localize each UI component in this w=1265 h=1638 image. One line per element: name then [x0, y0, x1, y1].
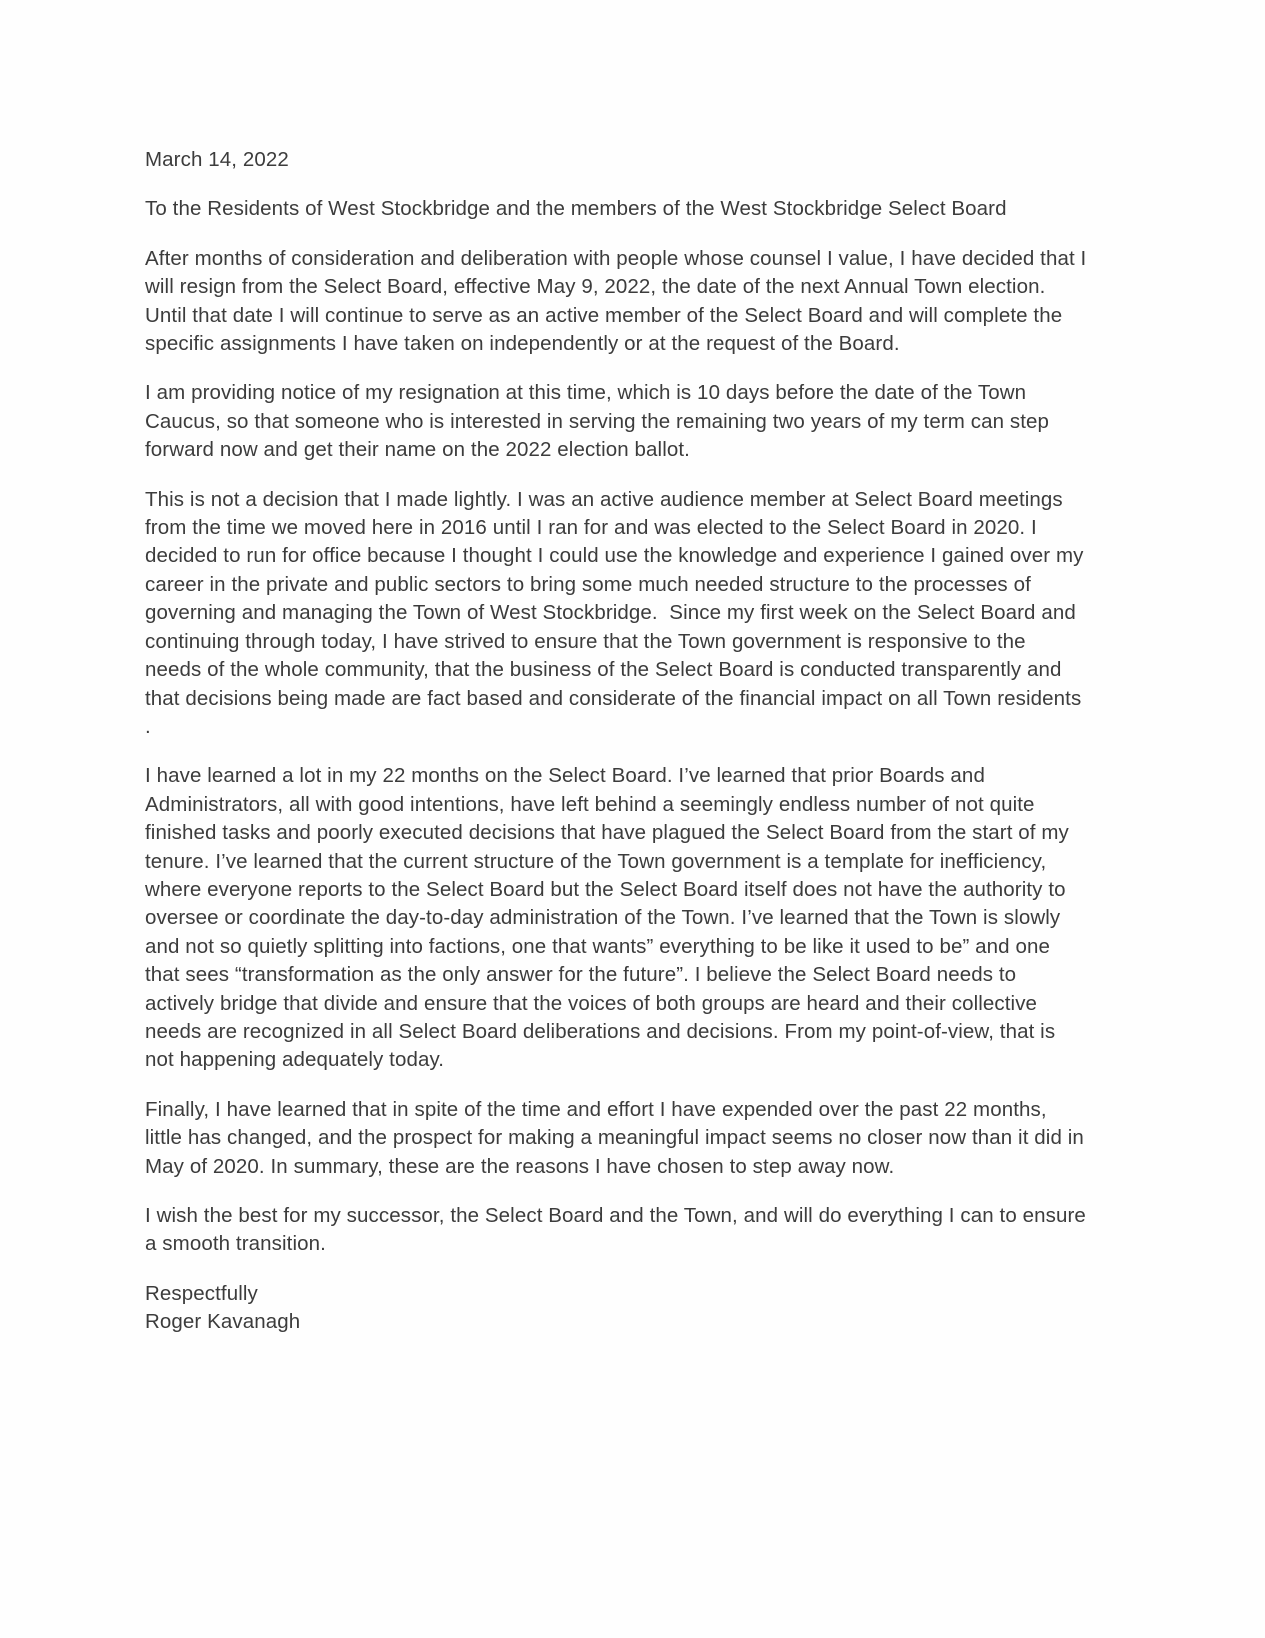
letter-paragraph-4: I have learned a lot in my 22 months on the Select Board. I’ve learned that prior Boards and Administrators, all with good intentions, have left behind a seemingly endless number of not quite finished tasks and poorly executed decisions that have plagued the Select Board from the start of my tenure. I’ve learned that the current structure of the Town government is a template for inefficiency, where everyone reports to the Select Board but the Select Board itself does not have the authority to oversee or coordinate the day-to-day administration of the Town. I’ve learned that the Town is slowly and not so quietly splitting into factions, one that wants” everything to be like it used to be” and one that sees “transformation as the only answer for the future”. I believe the Select Board needs to actively bridge that divide and ensure that the voices of both groups are heard and their collective needs are recognized in all Select Board deliberations and decisions. From my point-of-view, that is not happening adequately today. [145, 764, 1075, 1072]
letter-content [145, 146, 1093, 1337]
letter-paragraph-1: After months of consideration and deliberation with people whose counsel I value, I have decided that I will resign from the Select Board, effective May 9, 2022, the date of the next Annual Town election. Until that date I will continue to serve as an active member of the Select Board and will complete the specific assignments I have taken on independently or at the request of the Board. [145, 246, 1093, 356]
letter-paragraph-5: Finally, I have learned that in spite of the time and effort I have expended over the past 22 months, little has changed, and the prospect for making a meaningful impact seems no closer now than it did in May of 2020. In summary, these are the reasons I have chosen to step away now. [145, 1097, 1090, 1178]
letter-date: March 14, 2022 [145, 148, 289, 171]
letter-signature: Roger Kavanagh [145, 1310, 301, 1334]
letter-closing: Respectfully [145, 1281, 258, 1305]
letter-paragraph-3: This is not a decision that I made lightly. I was an active audience member at Select Board meetings from the time we moved here in 2016 until I ran for and was elected to the Select Board in 2020. I decided to run for office because I thought I could use the knowledge and experience I gained over my career in the private and public sectors to bring some much needed structure to the processes of governing and managing the Town of West Stockbridge. Since my first week on the Select Board and continuing through today, I have strived to ensure that the Town government is responsive to the needs of the whole community, that the business of the Select Board is conducted transparently and that decisions being made are fact based and considerate of the financial impact on all Town residents . [145, 487, 1090, 738]
letter-paragraph-6: I wish the best for my successor, the Select Board and the Town, and will do everything I can to ensure a smooth transition. [145, 1204, 1092, 1256]
letter-salutation: To the Residents of West Stockbridge and the members of the West Stockbridge Select Board [145, 197, 1007, 221]
letter-paragraph-2: I am providing notice of my resignation at this time, which is 10 days before the date of the Town Caucus, so that someone who is interested in serving the remaining two years of my term can step forward now and get their name on the 2022 election ballot. [145, 381, 1055, 462]
